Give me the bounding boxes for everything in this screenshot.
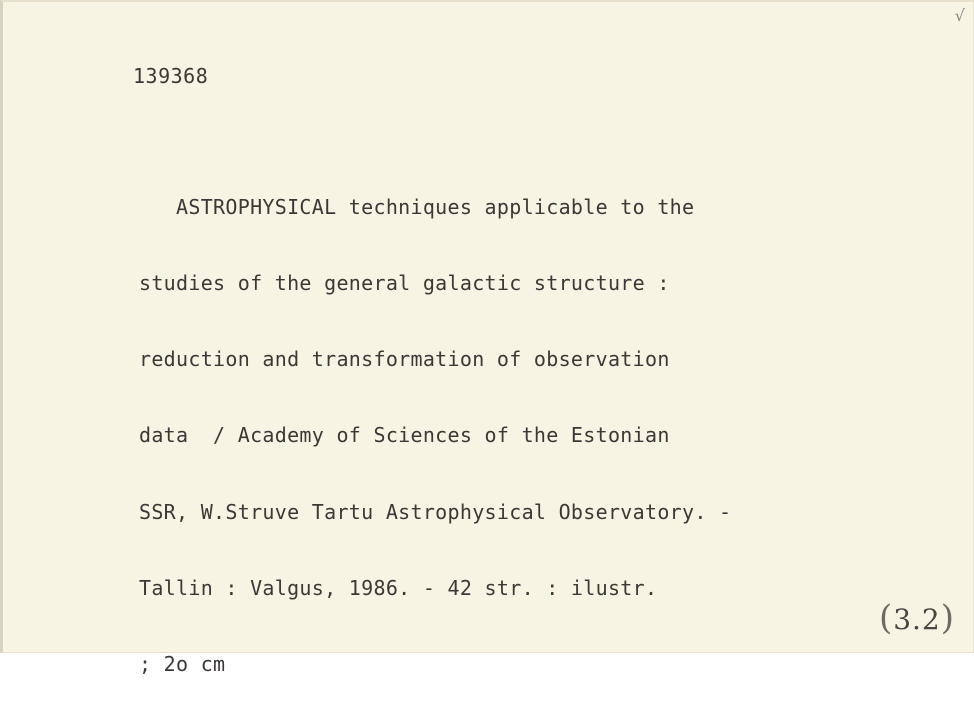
check-mark: √ [954, 6, 965, 25]
entry-line: ASTROPHYSICAL techniques applicable to the [139, 194, 695, 219]
handwritten-note: 3.2 [893, 603, 941, 636]
entry-line: studies of the general galactic structure : [139, 271, 670, 296]
left-parenthesis: ( [878, 598, 894, 638]
entry-line: Tallin : Valgus, 1986. - 42 str. : ilustr. [139, 575, 658, 600]
right-parenthesis: ) [940, 598, 955, 638]
entry-line: reduction and transformation of observation [139, 347, 670, 372]
entry-line: ; 2o cm [139, 652, 226, 677]
handwritten-shelf-mark [879, 598, 955, 638]
entry-line: SSR, W.Struve Tartu Astrophysical Observatory. - [139, 499, 732, 524]
accession-number: 139368 [133, 64, 209, 88]
bibliographic-entry [139, 144, 939, 728]
entry-line: data / Academy of Sciences of the Estonian [139, 423, 670, 448]
